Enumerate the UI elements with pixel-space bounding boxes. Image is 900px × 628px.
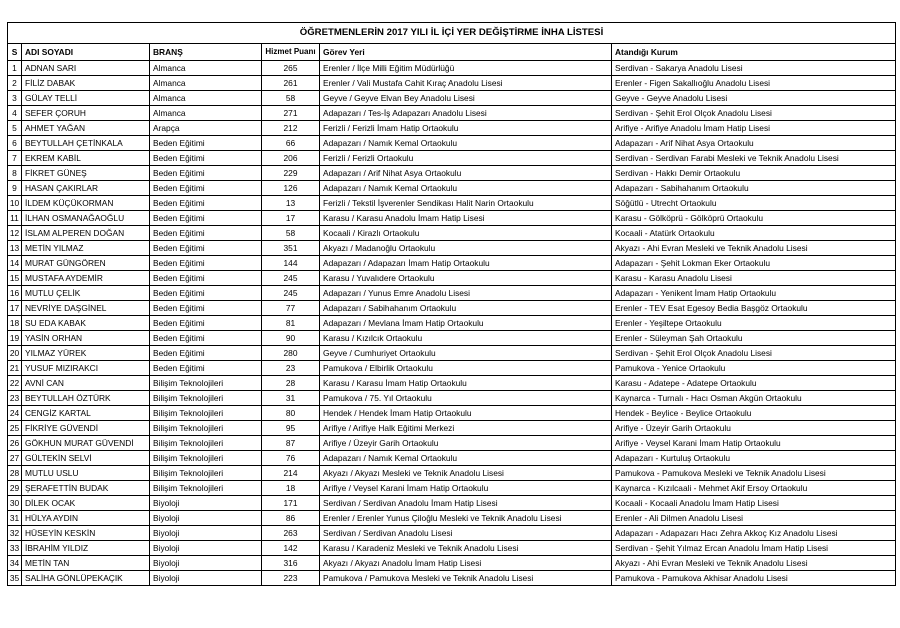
cell-assigned: Karasu - Adatepe - Adatepe Ortaokulu [612,376,896,391]
cell-branch: Almanca [150,91,262,106]
cell-assigned: Arifiye - Veysel Karani İmam Hatip Ortaokulu [612,436,896,451]
cell-name: MURAT GÜNGÖREN [22,256,150,271]
cell-duty: Kocaali / Kirazlı Ortaokulu [320,226,612,241]
cell-assigned: Serdivan - Şehit Erol Olçok Anadolu Lisesi [612,346,896,361]
cell-duty: Adapazarı / Sabihahanım Ortaokulu [320,301,612,316]
cell-points: 142 [262,541,320,556]
cell-assigned: Geyve - Geyve Anadolu Lisesi [612,91,896,106]
cell-duty: Adapazarı / Namık Kemal Ortaokulu [320,136,612,151]
cell-name: SEFER ÇORUH [22,106,150,121]
assignment-sheet [7,22,896,586]
cell-branch: Beden Eğitimi [150,241,262,256]
cell-s: 20 [8,346,22,361]
cell-branch: Beden Eğitimi [150,211,262,226]
cell-branch: Beden Eğitimi [150,286,262,301]
cell-points: 31 [262,391,320,406]
cell-branch: Beden Eğitimi [150,181,262,196]
cell-branch: Beden Eğitimi [150,151,262,166]
cell-duty: Karasu / Karasu İmam Hatip Ortaokulu [320,376,612,391]
table-row [8,211,896,226]
cell-points: 17 [262,211,320,226]
page-title: ÖĞRETMENLERİN 2017 YILI İL İÇİ YER DEĞİŞTİRME İNHA LİSTESİ [8,23,896,44]
cell-points: 229 [262,166,320,181]
assignment-table [7,22,896,586]
cell-branch: Beden Eğitimi [150,166,262,181]
cell-name: GÜLAY TELLİ [22,91,150,106]
cell-assigned: Kocaali - Kocaali Anadolu İmam Hatip Lisesi [612,496,896,511]
cell-assigned: Karasu - Gölköprü - Gölköprü Ortaokulu [612,211,896,226]
cell-s: 30 [8,496,22,511]
cell-duty: Adapazarı / Tes-İş Adapazarı Anadolu Lisesi [320,106,612,121]
cell-name: DİLEK OCAK [22,496,150,511]
table-row [8,556,896,571]
cell-duty: Serdivan / Serdivan Anadolu İmam Hatip Lisesi [320,496,612,511]
header-name: ADI SOYADI [22,44,150,61]
cell-name: HÜLYA AYDIN [22,511,150,526]
table-row [8,331,896,346]
cell-name: İSLAM ALPEREN DOĞAN [22,226,150,241]
cell-duty: Arifiye / Veysel Karani İmam Hatip Ortaokulu [320,481,612,496]
header-duty: Görev Yeri [320,44,612,61]
cell-duty: Ferizli / Tekstil İşverenler Sendikası Halit Narin Ortaokulu [320,196,612,211]
cell-branch: Bilişim Teknolojileri [150,466,262,481]
table-row [8,151,896,166]
cell-branch: Beden Eğitimi [150,256,262,271]
cell-branch: Almanca [150,61,262,76]
cell-assigned: Serdivan - Şehit Erol Olçok Anadolu Lisesi [612,106,896,121]
cell-duty: Akyazı / Akyazı Anadolu İmam Hatip Lisesi [320,556,612,571]
cell-duty: Erenler / Vali Mustafa Cahit Kıraç Anadolu Lisesi [320,76,612,91]
table-row [8,121,896,136]
header-assigned: Atandığı Kurum [612,44,896,61]
table-row [8,346,896,361]
cell-assigned: Erenler - Süleyman Şah Ortaokulu [612,331,896,346]
cell-name: YUSUF MIZIRAKCI [22,361,150,376]
table-row [8,226,896,241]
cell-points: 245 [262,271,320,286]
table-row [8,541,896,556]
cell-assigned: Akyazı - Ahi Evran Mesleki ve Teknik Anadolu Lisesi [612,241,896,256]
table-row [8,286,896,301]
cell-s: 22 [8,376,22,391]
header-branch: BRANŞ [150,44,262,61]
cell-duty: Ferizli / Ferizli İmam Hatip Ortaokulu [320,121,612,136]
table-row [8,301,896,316]
cell-name: FİLİZ DABAK [22,76,150,91]
table-row [8,421,896,436]
title-row [8,23,896,44]
table-row [8,496,896,511]
cell-name: BEYTULLAH ÇETİNKALA [22,136,150,151]
cell-branch: Beden Eğitimi [150,331,262,346]
cell-assigned: Erenler - Ali Dilmen Anadolu Lisesi [612,511,896,526]
cell-branch: Bilişim Teknolojileri [150,391,262,406]
cell-points: 206 [262,151,320,166]
table-row [8,406,896,421]
cell-name: FİKRİYE GÜVENDİ [22,421,150,436]
table-row [8,241,896,256]
table-row [8,166,896,181]
cell-name: MUTLU USLU [22,466,150,481]
cell-points: 263 [262,526,320,541]
cell-name: İLDEM KÜÇÜKORMAN [22,196,150,211]
cell-branch: Bilişim Teknolojileri [150,376,262,391]
cell-s: 29 [8,481,22,496]
cell-duty: Pamukova / 75. Yıl Ortaokulu [320,391,612,406]
header-row [8,44,896,61]
cell-assigned: Kaynarca - Turnalı - Hacı Osman Akgün Ortaokulu [612,391,896,406]
cell-points: 18 [262,481,320,496]
cell-name: METİN TAN [22,556,150,571]
cell-points: 245 [262,286,320,301]
cell-assigned: Adapazarı - Yenikent İmam Hatip Ortaokulu [612,286,896,301]
table-row [8,451,896,466]
cell-branch: Bilişim Teknolojileri [150,436,262,451]
cell-s: 10 [8,196,22,211]
table-row [8,61,896,76]
cell-name: SALİHA GÖNLÜPEKAÇIK [22,571,150,586]
table-row [8,181,896,196]
table-row [8,316,896,331]
cell-duty: Arifiye / Arifiye Halk Eğitimi Merkezi [320,421,612,436]
cell-duty: Pamukova / Elbirlik Ortaokulu [320,361,612,376]
cell-duty: Ferizli / Ferizli Ortaokulu [320,151,612,166]
table-body [8,61,896,586]
cell-duty: Pamukova / Pamukova Mesleki ve Teknik Anadolu Lisesi [320,571,612,586]
cell-branch: Almanca [150,76,262,91]
cell-points: 23 [262,361,320,376]
cell-assigned: Karasu - Karasu Anadolu Lisesi [612,271,896,286]
cell-s: 18 [8,316,22,331]
table-row [8,136,896,151]
cell-name: NEVRİYE DAŞGİNEL [22,301,150,316]
cell-s: 1 [8,61,22,76]
header-s: S [8,44,22,61]
cell-assigned: Adapazarı - Şehit Lokman Eker Ortaokulu [612,256,896,271]
cell-duty: Adapazarı / Yunus Emre Anadolu Lisesi [320,286,612,301]
cell-name: YASİN ORHAN [22,331,150,346]
cell-name: YILMAZ YÜREK [22,346,150,361]
cell-branch: Bilişim Teknolojileri [150,481,262,496]
cell-assigned: Pamukova - Pamukova Akhisar Anadolu Lisesi [612,571,896,586]
cell-name: AVNİ CAN [22,376,150,391]
cell-branch: Beden Eğitimi [150,136,262,151]
cell-s: 8 [8,166,22,181]
cell-points: 58 [262,226,320,241]
cell-assigned: Adapazarı - Sabihahanım Ortaokulu [612,181,896,196]
table-row [8,271,896,286]
cell-duty: Erenler / Erenler Yunus Çiloğlu Mesleki ve Teknik Anadolu Lisesi [320,511,612,526]
cell-points: 144 [262,256,320,271]
cell-assigned: Adapazarı - Kurtuluş Ortaokulu [612,451,896,466]
cell-branch: Bilişim Teknolojileri [150,421,262,436]
cell-name: MUSTAFA AYDEMİR [22,271,150,286]
cell-assigned: Adapazarı - Adapazarı Hacı Zehra Akkoç Kız Anadolu Lisesi [612,526,896,541]
cell-points: 271 [262,106,320,121]
cell-branch: Bilişim Teknolojileri [150,451,262,466]
cell-duty: Adapazarı / Mevlana İmam Hatip Ortaokulu [320,316,612,331]
cell-points: 86 [262,511,320,526]
cell-duty: Karasu / Karadeniz Mesleki ve Teknik Anadolu Lisesi [320,541,612,556]
cell-s: 34 [8,556,22,571]
cell-s: 26 [8,436,22,451]
cell-points: 212 [262,121,320,136]
cell-points: 90 [262,331,320,346]
cell-s: 15 [8,271,22,286]
cell-s: 9 [8,181,22,196]
cell-branch: Beden Eğitimi [150,301,262,316]
cell-name: ADNAN SARI [22,61,150,76]
cell-s: 12 [8,226,22,241]
cell-duty: Akyazı / Madanoğlu Ortaokulu [320,241,612,256]
cell-points: 126 [262,181,320,196]
cell-points: 13 [262,196,320,211]
cell-branch: Arapça [150,121,262,136]
cell-points: 66 [262,136,320,151]
cell-assigned: Pamukova - Yenice Ortaokulu [612,361,896,376]
cell-s: 11 [8,211,22,226]
cell-name: HÜSEYİN KESKİN [22,526,150,541]
cell-s: 14 [8,256,22,271]
cell-name: HASAN ÇAKIRLAR [22,181,150,196]
cell-branch: Biyoloji [150,526,262,541]
cell-branch: Biyoloji [150,511,262,526]
cell-branch: Beden Eğitimi [150,196,262,211]
cell-name: AHMET YAĞAN [22,121,150,136]
table-row [8,376,896,391]
cell-assigned: Pamukova - Pamukova Mesleki ve Teknik Anadolu Lisesi [612,466,896,481]
cell-branch: Biyoloji [150,496,262,511]
cell-assigned: Adapazarı - Arif Nihat Asya Ortaokulu [612,136,896,151]
table-row [8,436,896,451]
table-row [8,106,896,121]
cell-assigned: Erenler - TEV Esat Egesoy Bedia Başgöz Ortaokulu [612,301,896,316]
table-row [8,571,896,586]
table-row [8,256,896,271]
cell-branch: Biyoloji [150,556,262,571]
cell-assigned: Serdivan - Şehit Yılmaz Ercan Anadolu İmam Hatip Lisesi [612,541,896,556]
cell-branch: Bilişim Teknolojileri [150,406,262,421]
cell-branch: Biyoloji [150,541,262,556]
cell-s: 16 [8,286,22,301]
cell-s: 28 [8,466,22,481]
cell-name: BEYTULLAH ÖZTÜRK [22,391,150,406]
cell-s: 31 [8,511,22,526]
cell-assigned: Arifiye - Üzeyir Garih Ortaokulu [612,421,896,436]
cell-points: 80 [262,406,320,421]
table-row [8,481,896,496]
cell-s: 17 [8,301,22,316]
table-row [8,466,896,481]
cell-name: GÜLTEKİN SELVİ [22,451,150,466]
cell-duty: Adapazarı / Namık Kemal Ortaokulu [320,451,612,466]
header-points: Hizmet Puanı [262,44,320,61]
cell-points: 265 [262,61,320,76]
cell-name: FİKRET GÜNEŞ [22,166,150,181]
cell-s: 2 [8,76,22,91]
cell-s: 33 [8,541,22,556]
cell-assigned: Serdivan - Hakkı Demir Ortaokulu [612,166,896,181]
cell-name: MUTLU ÇELİK [22,286,150,301]
cell-name: SU EDA KABAK [22,316,150,331]
table-row [8,196,896,211]
cell-s: 19 [8,331,22,346]
cell-assigned: Arifiye - Arifiye Anadolu İmam Hatip Lisesi [612,121,896,136]
cell-duty: Adapazarı / Adapazarı İmam Hatip Ortaokulu [320,256,612,271]
cell-name: İBRAHİM YILDIZ [22,541,150,556]
cell-branch: Beden Eğitimi [150,226,262,241]
cell-name: METİN YILMAZ [22,241,150,256]
cell-name: İLHAN OSMANAĞAOĞLU [22,211,150,226]
cell-points: 77 [262,301,320,316]
cell-s: 7 [8,151,22,166]
cell-duty: Hendek / Hendek İmam Hatip Ortaokulu [320,406,612,421]
table-row [8,91,896,106]
cell-branch: Beden Eğitimi [150,271,262,286]
cell-points: 28 [262,376,320,391]
table-row [8,76,896,91]
cell-points: 351 [262,241,320,256]
cell-s: 27 [8,451,22,466]
cell-s: 32 [8,526,22,541]
cell-name: ŞERAFETTİN BUDAK [22,481,150,496]
cell-points: 58 [262,91,320,106]
cell-duty: Karasu / Yuvalıdere Ortaokulu [320,271,612,286]
cell-branch: Biyoloji [150,571,262,586]
cell-duty: Arifiye / Üzeyir Garih Ortaokulu [320,436,612,451]
cell-duty: Adapazarı / Arif Nihat Asya Ortaokulu [320,166,612,181]
cell-branch: Beden Eğitimi [150,316,262,331]
cell-duty: Geyve / Cumhuriyet Ortaokulu [320,346,612,361]
cell-s: 4 [8,106,22,121]
cell-name: GÖKHUN MURAT GÜVENDİ [22,436,150,451]
cell-assigned: Hendek - Beylice - Beylice Ortaokulu [612,406,896,421]
cell-assigned: Söğütlü - Utrecht Ortaokulu [612,196,896,211]
cell-s: 23 [8,391,22,406]
cell-branch: Almanca [150,106,262,121]
cell-assigned: Erenler - Figen Sakallıoğlu Anadolu Lisesi [612,76,896,91]
cell-duty: Geyve / Geyve Elvan Bey Anadolu Lisesi [320,91,612,106]
cell-assigned: Serdivan - Sakarya Anadolu Lisesi [612,61,896,76]
cell-duty: Erenler / İlçe Milli Eğitim Müdürlüğü [320,61,612,76]
cell-s: 13 [8,241,22,256]
cell-assigned: Akyazı - Ahi Evran Mesleki ve Teknik Anadolu Lisesi [612,556,896,571]
cell-s: 5 [8,121,22,136]
cell-duty: Adapazarı / Namık Kemal Ortaokulu [320,181,612,196]
cell-s: 3 [8,91,22,106]
cell-points: 76 [262,451,320,466]
cell-points: 81 [262,316,320,331]
cell-assigned: Serdivan - Serdivan Farabi Mesleki ve Teknik Anadolu Lisesi [612,151,896,166]
table-row [8,526,896,541]
cell-duty: Karasu / Kızılcık Ortaokulu [320,331,612,346]
cell-branch: Beden Eğitimi [150,346,262,361]
cell-assigned: Kocaali - Atatürk Ortaokulu [612,226,896,241]
cell-points: 214 [262,466,320,481]
cell-duty: Karasu / Karasu Anadolu İmam Hatip Lisesi [320,211,612,226]
cell-s: 24 [8,406,22,421]
cell-points: 95 [262,421,320,436]
cell-points: 316 [262,556,320,571]
cell-points: 87 [262,436,320,451]
cell-name: CENGİZ KARTAL [22,406,150,421]
cell-points: 223 [262,571,320,586]
cell-s: 21 [8,361,22,376]
cell-s: 6 [8,136,22,151]
cell-points: 171 [262,496,320,511]
cell-points: 280 [262,346,320,361]
cell-assigned: Kaynarca - Kızılcaali - Mehmet Akif Ersoy Ortaokulu [612,481,896,496]
cell-duty: Serdivan / Serdivan Anadolu Lisesi [320,526,612,541]
cell-s: 35 [8,571,22,586]
cell-points: 261 [262,76,320,91]
table-row [8,391,896,406]
cell-s: 25 [8,421,22,436]
cell-name: EKREM KABİL [22,151,150,166]
table-row [8,361,896,376]
cell-branch: Beden Eğitimi [150,361,262,376]
cell-duty: Akyazı / Akyazı Mesleki ve Teknik Anadolu Lisesi [320,466,612,481]
table-row [8,511,896,526]
cell-assigned: Erenler - Yeşiltepe Ortaokulu [612,316,896,331]
